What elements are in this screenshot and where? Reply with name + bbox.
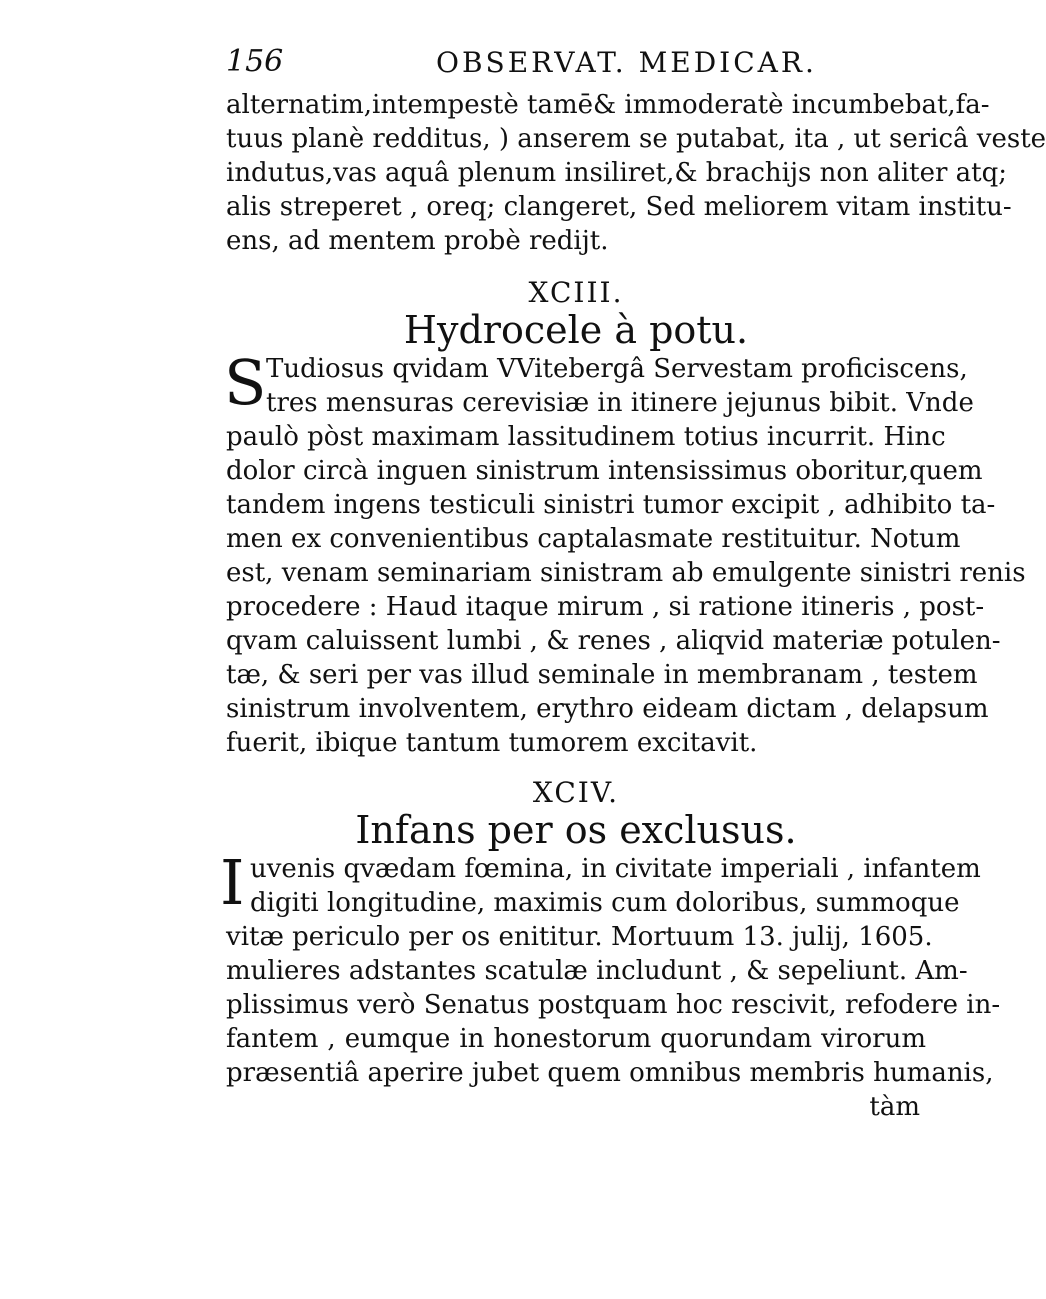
drop-cap: S (224, 346, 267, 419)
section-title: Infans per os exclusus. (355, 808, 797, 852)
text-line: tandem ingens testiculi sinistri tumor excipit , adhibito ta- (226, 490, 996, 520)
section-title: Hydrocele à potu. (403, 308, 749, 352)
text-line: mulieres adstantes scatulæ includunt , & sepeliunt. Am- (226, 956, 968, 986)
text-line: dolor circà inguen sinistrum intensissimus oboritur,quem (226, 456, 983, 486)
text-line: tuus planè redditus, ) anserem se putabat, ita , ut sericâ veste (226, 124, 1046, 154)
text-line: fantem , eumque in honestorum quorundam virorum (226, 1024, 926, 1054)
page-number: 156 (226, 44, 284, 79)
section-numeral: XCIII. (528, 276, 624, 309)
text-line: qvam caluissent lumbi , & renes , aliqvid materiæ potulen- (226, 626, 1001, 656)
text-line: tæ, & seri per vas illud seminale in membranam , testem (226, 660, 978, 690)
text-line: digiti longitudine, maximis cum doloribus, summoque (250, 888, 960, 918)
page-header (226, 44, 926, 84)
text-line: ens, ad mentem probè redijt. (226, 226, 609, 256)
text-line: tres mensuras cerevisiæ in itinere jejunus bibit. Vnde (266, 388, 974, 418)
text-line: est, venam seminariam sinistram ab emulgente sinistri renis (226, 558, 1026, 588)
text-line: uvenis qvædam fœmina, in civitate imperiali , infantem (250, 854, 981, 884)
text-line: indutus,vas aquâ plenum insiliret,& brachijs non aliter atq; (226, 158, 1008, 188)
text-line: plissimus verò Senatus postquam hoc rescivit, refodere in- (226, 990, 1001, 1020)
text-line: præsentiâ aperire jubet quem omnibus membris humanis, (226, 1058, 994, 1088)
catchword: tàm (869, 1092, 920, 1122)
text-line: vitæ periculo per os enititur. Mortuum 13. julij, 1605. (226, 922, 933, 952)
text-line: fuerit, ibique tantum tumorem excitavit. (226, 728, 758, 758)
text-line: sinistrum involventem, erythro eideam dictam , delapsum (226, 694, 989, 724)
drop-cap: I (220, 846, 245, 919)
running-head: OBSERVAT. MEDICAR. (436, 46, 817, 79)
text-line: paulò pòst maximam lassitudinem totius incurrit. Hinc (226, 422, 946, 452)
text-line: alternatim,intempestè tamē& immoderatè incumbebat,fa- (226, 90, 990, 120)
section-numeral: XCIV. (532, 776, 620, 809)
text-line: men ex convenientibus captalasmate restituitur. Notum (226, 524, 961, 554)
text-line: alis streperet , oreq; clangeret, Sed meliorem vitam institu- (226, 192, 1012, 222)
text-line: procedere : Haud itaque mirum , si ratione itineris , post- (226, 592, 985, 622)
text-line: Tudiosus qvidam VVitebergâ Servestam proficiscens, (266, 354, 968, 384)
